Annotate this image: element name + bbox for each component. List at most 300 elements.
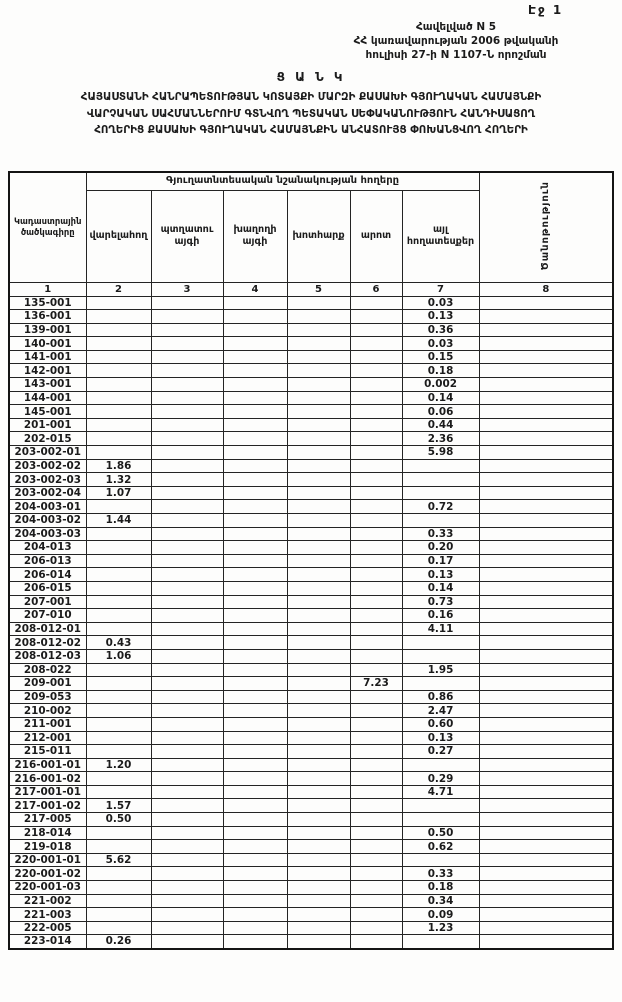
value-cell <box>402 514 479 528</box>
value-cell <box>479 717 613 731</box>
table-row <box>9 500 613 514</box>
value-cell <box>479 908 613 922</box>
value-cell <box>151 609 223 623</box>
value-cell <box>479 894 613 908</box>
value-cell <box>86 840 151 854</box>
table-row <box>9 785 613 799</box>
value-cell <box>287 745 350 759</box>
column-number: 3 <box>151 282 223 296</box>
value-cell <box>86 541 151 555</box>
value-cell <box>86 446 151 460</box>
value-cell <box>479 785 613 799</box>
value-cell <box>151 704 223 718</box>
column-number: 4 <box>223 282 287 296</box>
value-cell <box>287 405 350 419</box>
value-cell <box>223 704 287 718</box>
value-cell <box>287 323 350 337</box>
value-cell <box>350 758 402 772</box>
table-row <box>9 826 613 840</box>
subtitle-line-3: ՀՈՂԵՐԻՑ ՔԱՍԱԽԻ ԳՅՈՒՂԱԿԱՆ ՀԱՄԱՅՆՔԻՆ ԱՆՀԱՏՈՒՅՑ ՓՈԽԱՆՑՎՈՂ ՀՈՂԵՐԻ <box>94 124 528 136</box>
table-row <box>9 704 613 718</box>
value-cell: 0.17 <box>402 554 479 568</box>
value-cell <box>350 554 402 568</box>
value-cell <box>287 677 350 691</box>
table-row <box>9 745 613 759</box>
code-cell: 136-001 <box>9 310 86 324</box>
appendix-line-1: Հավելված N 5 <box>415 21 497 33</box>
code-cell: 209-001 <box>9 677 86 691</box>
value-cell: 1.32 <box>86 473 151 487</box>
value-cell <box>350 296 402 310</box>
value-cell <box>86 323 151 337</box>
value-cell <box>287 867 350 881</box>
table-row <box>9 405 613 419</box>
table-row <box>9 636 613 650</box>
value-cell <box>223 541 287 555</box>
code-cell: 223-014 <box>9 935 86 949</box>
code-cell: 217-001-01 <box>9 785 86 799</box>
value-cell: 0.18 <box>402 881 479 895</box>
land-parcels-table <box>8 171 614 950</box>
value-cell <box>479 826 613 840</box>
value-cell: 1.86 <box>86 459 151 473</box>
value-cell <box>151 867 223 881</box>
table-row <box>9 418 613 432</box>
value-cell <box>151 581 223 595</box>
value-cell <box>223 418 287 432</box>
value-cell <box>479 418 613 432</box>
code-cell: 207-010 <box>9 609 86 623</box>
value-cell <box>479 500 613 514</box>
value-cell <box>223 500 287 514</box>
value-cell: 1.44 <box>86 514 151 528</box>
value-cell <box>350 908 402 922</box>
table-row <box>9 609 613 623</box>
code-cell: 216-001-02 <box>9 772 86 786</box>
value-cell <box>479 432 613 446</box>
value-cell <box>350 622 402 636</box>
value-cell <box>287 717 350 731</box>
table-row <box>9 337 613 351</box>
value-cell: 7.23 <box>350 677 402 691</box>
value-cell <box>223 636 287 650</box>
value-cell <box>350 378 402 392</box>
value-cell: 0.33 <box>402 527 479 541</box>
value-cell <box>402 649 479 663</box>
value-cell <box>223 663 287 677</box>
value-cell <box>287 446 350 460</box>
value-cell: 0.03 <box>402 337 479 351</box>
header-row-group <box>9 172 613 190</box>
value-cell <box>350 473 402 487</box>
value-cell <box>151 840 223 854</box>
value-cell <box>86 391 151 405</box>
value-cell <box>223 378 287 392</box>
value-cell: 5.62 <box>86 853 151 867</box>
value-cell <box>287 894 350 908</box>
code-cell: 220-001-02 <box>9 867 86 881</box>
value-cell <box>223 581 287 595</box>
code-cell: 208-022 <box>9 663 86 677</box>
value-cell <box>479 622 613 636</box>
value-cell <box>223 337 287 351</box>
value-cell <box>479 636 613 650</box>
table-row <box>9 473 613 487</box>
code-cell: 212-001 <box>9 731 86 745</box>
table-row <box>9 649 613 663</box>
value-cell: 0.18 <box>402 364 479 378</box>
value-cell <box>151 310 223 324</box>
value-cell <box>223 690 287 704</box>
table-row <box>9 554 613 568</box>
table-row <box>9 867 613 881</box>
doc-subtitle <box>4 89 618 139</box>
value-cell <box>479 690 613 704</box>
code-cell: 218-014 <box>9 826 86 840</box>
value-cell <box>350 636 402 650</box>
value-cell: 0.72 <box>402 500 479 514</box>
column-number: 6 <box>350 282 402 296</box>
value-cell <box>151 921 223 935</box>
value-cell <box>151 296 223 310</box>
subheader-pasture: արոտ <box>350 190 402 282</box>
value-cell <box>287 486 350 500</box>
value-cell <box>86 418 151 432</box>
value-cell <box>350 935 402 949</box>
value-cell <box>151 772 223 786</box>
table-row <box>9 935 613 949</box>
value-cell <box>479 799 613 813</box>
header-row-numbers <box>9 282 613 296</box>
code-cell: 220-001-03 <box>9 881 86 895</box>
value-cell: 0.20 <box>402 541 479 555</box>
table-row <box>9 622 613 636</box>
code-cell: 203-002-04 <box>9 486 86 500</box>
value-cell <box>151 337 223 351</box>
value-cell: 0.29 <box>402 772 479 786</box>
value-cell <box>223 323 287 337</box>
value-cell: 0.06 <box>402 405 479 419</box>
value-cell <box>223 758 287 772</box>
value-cell <box>350 446 402 460</box>
value-cell: 4.71 <box>402 785 479 799</box>
table-body <box>9 296 613 949</box>
value-cell <box>350 785 402 799</box>
column-number: 8 <box>479 282 613 296</box>
value-cell <box>479 935 613 949</box>
value-cell <box>479 541 613 555</box>
value-cell <box>86 364 151 378</box>
code-cell: 204-003-02 <box>9 514 86 528</box>
value-cell <box>151 935 223 949</box>
value-cell <box>151 527 223 541</box>
value-cell: 0.13 <box>402 731 479 745</box>
table-row <box>9 581 613 595</box>
value-cell: 0.13 <box>402 568 479 582</box>
value-cell <box>151 405 223 419</box>
value-cell <box>287 350 350 364</box>
table-row <box>9 459 613 473</box>
table-row <box>9 323 613 337</box>
value-cell <box>479 323 613 337</box>
value-cell <box>350 881 402 895</box>
column-number: 5 <box>287 282 350 296</box>
value-cell <box>350 486 402 500</box>
value-cell <box>223 554 287 568</box>
value-cell <box>223 826 287 840</box>
value-cell <box>287 541 350 555</box>
value-cell <box>287 908 350 922</box>
value-cell <box>287 514 350 528</box>
value-cell <box>223 446 287 460</box>
value-cell <box>479 731 613 745</box>
code-cell: 221-002 <box>9 894 86 908</box>
value-cell <box>151 568 223 582</box>
value-cell <box>350 310 402 324</box>
value-cell <box>86 527 151 541</box>
value-cell <box>151 378 223 392</box>
note-header-vertical-text: Ծանոթություն <box>540 180 552 270</box>
value-cell: 0.34 <box>402 894 479 908</box>
value-cell <box>151 745 223 759</box>
subheader-other-land-types: այլ հողատեսքեր <box>402 190 479 282</box>
code-cell: 215-011 <box>9 745 86 759</box>
subtitle-line-1: ՀԱՅԱՍՏԱՆԻ ՀԱՆՐԱՊԵՏՈՒԹՅԱՆ ԿՈՏԱՅՔԻ ՄԱՐԶԻ ՔԱՍԱԽԻ ԳՅՈՒՂԱԿԱՆ ՀԱՄԱՅՆՔԻ <box>80 91 542 103</box>
subtitle-line-2: ՎԱՐՉԱԿԱՆ ՍԱՀՄԱՆՆԵՐՈՒՄ ԳՏՆՎՈՂ ՊԵՏԱԿԱՆ ՍԵՓԱԿԱՆՈՒԹՅՈՒՆ ՀԱՆԴԻՍԱՑՈՂ <box>86 107 536 120</box>
value-cell <box>479 840 613 854</box>
value-cell <box>479 663 613 677</box>
value-cell <box>151 595 223 609</box>
value-cell <box>287 921 350 935</box>
value-cell: 0.26 <box>86 935 151 949</box>
value-cell <box>479 758 613 772</box>
value-cell <box>223 840 287 854</box>
value-cell: 1.57 <box>86 799 151 813</box>
code-cell: 203-002-02 <box>9 459 86 473</box>
table-row <box>9 350 613 364</box>
value-cell: 0.62 <box>402 840 479 854</box>
column-number: 7 <box>402 282 479 296</box>
code-cell: 217-005 <box>9 813 86 827</box>
value-cell <box>287 785 350 799</box>
value-cell <box>151 813 223 827</box>
value-cell <box>287 772 350 786</box>
value-cell <box>223 350 287 364</box>
value-cell <box>287 609 350 623</box>
value-cell: 0.03 <box>402 296 479 310</box>
code-cell: 204-003-01 <box>9 500 86 514</box>
table-row <box>9 853 613 867</box>
value-cell <box>479 527 613 541</box>
value-cell <box>479 649 613 663</box>
value-cell <box>479 813 613 827</box>
value-cell <box>350 541 402 555</box>
value-cell <box>479 459 613 473</box>
value-cell <box>151 554 223 568</box>
table-row <box>9 772 613 786</box>
value-cell <box>479 364 613 378</box>
value-cell <box>350 459 402 473</box>
value-cell <box>287 853 350 867</box>
value-cell <box>287 310 350 324</box>
value-cell: 0.60 <box>402 717 479 731</box>
value-cell <box>223 853 287 867</box>
code-cell: 221-003 <box>9 908 86 922</box>
value-cell <box>287 296 350 310</box>
code-cell: 201-001 <box>9 418 86 432</box>
value-cell <box>86 405 151 419</box>
value-cell <box>479 853 613 867</box>
value-cell <box>223 908 287 922</box>
value-cell <box>350 581 402 595</box>
table-row <box>9 663 613 677</box>
table-row <box>9 758 613 772</box>
code-cell: 222-005 <box>9 921 86 935</box>
value-cell: 0.44 <box>402 418 479 432</box>
value-cell: 2.36 <box>402 432 479 446</box>
value-cell: 0.16 <box>402 609 479 623</box>
note-column-header <box>479 172 613 282</box>
value-cell <box>402 853 479 867</box>
value-cell <box>151 622 223 636</box>
value-cell <box>86 296 151 310</box>
value-cell <box>287 378 350 392</box>
table-row <box>9 717 613 731</box>
appendix-line-3: հուլիսի 27-ի N 1107-Ն որոշման <box>365 49 547 61</box>
value-cell <box>287 799 350 813</box>
value-cell <box>151 649 223 663</box>
value-cell <box>287 758 350 772</box>
value-cell <box>86 908 151 922</box>
value-cell: 0.86 <box>402 690 479 704</box>
value-cell <box>223 717 287 731</box>
value-cell <box>151 758 223 772</box>
value-cell <box>402 813 479 827</box>
value-cell <box>86 704 151 718</box>
value-cell: 0.15 <box>402 350 479 364</box>
value-cell <box>350 500 402 514</box>
code-cell: 206-015 <box>9 581 86 595</box>
code-cell: 145-001 <box>9 405 86 419</box>
code-cell: 220-001-01 <box>9 853 86 867</box>
value-cell <box>402 935 479 949</box>
value-cell <box>287 418 350 432</box>
value-cell <box>479 881 613 895</box>
value-cell <box>86 554 151 568</box>
value-cell: 0.33 <box>402 867 479 881</box>
subheader-arable-land: վարելահող <box>86 190 151 282</box>
value-cell <box>350 867 402 881</box>
value-cell <box>151 663 223 677</box>
value-cell <box>350 799 402 813</box>
value-cell <box>86 731 151 745</box>
value-cell <box>350 609 402 623</box>
value-cell <box>86 826 151 840</box>
table-row <box>9 446 613 460</box>
column-number: 2 <box>86 282 151 296</box>
value-cell <box>151 731 223 745</box>
value-cell <box>223 609 287 623</box>
table-row <box>9 527 613 541</box>
value-cell <box>86 717 151 731</box>
code-cell: 209-053 <box>9 690 86 704</box>
value-cell <box>86 500 151 514</box>
doc-title: Ց Ա Ն Կ <box>276 70 346 84</box>
value-cell <box>287 432 350 446</box>
value-cell: 2.47 <box>402 704 479 718</box>
value-cell <box>151 486 223 500</box>
value-cell <box>151 853 223 867</box>
appendix-block <box>318 20 594 62</box>
table-row <box>9 541 613 555</box>
value-cell <box>479 677 613 691</box>
value-cell <box>151 677 223 691</box>
value-cell <box>223 595 287 609</box>
value-cell <box>151 391 223 405</box>
value-cell <box>479 350 613 364</box>
value-cell <box>479 391 613 405</box>
value-cell <box>151 785 223 799</box>
value-cell <box>223 867 287 881</box>
value-cell <box>287 473 350 487</box>
table-row <box>9 432 613 446</box>
value-cell: 0.36 <box>402 323 479 337</box>
table-row <box>9 514 613 528</box>
value-cell <box>350 391 402 405</box>
code-cell: 203-002-01 <box>9 446 86 460</box>
code-cell: 211-001 <box>9 717 86 731</box>
value-cell <box>223 649 287 663</box>
value-cell <box>350 704 402 718</box>
table-row <box>9 296 613 310</box>
value-cell <box>350 717 402 731</box>
code-cell: 217-001-02 <box>9 799 86 813</box>
value-cell: 1.20 <box>86 758 151 772</box>
value-cell <box>86 745 151 759</box>
value-cell <box>151 881 223 895</box>
table-row <box>9 731 613 745</box>
value-cell <box>86 867 151 881</box>
cadastral-code-header: Կադաստրային ծածկագիրը <box>9 172 86 282</box>
value-cell <box>479 772 613 786</box>
value-cell <box>223 459 287 473</box>
value-cell <box>151 514 223 528</box>
value-cell <box>479 554 613 568</box>
value-cell: 0.14 <box>402 391 479 405</box>
value-cell <box>223 405 287 419</box>
value-cell <box>151 323 223 337</box>
value-cell <box>402 636 479 650</box>
value-cell <box>86 663 151 677</box>
value-cell <box>86 677 151 691</box>
value-cell <box>86 581 151 595</box>
value-cell <box>350 527 402 541</box>
value-cell <box>223 514 287 528</box>
value-cell <box>151 446 223 460</box>
code-cell: 142-001 <box>9 364 86 378</box>
code-cell: 208-012-01 <box>9 622 86 636</box>
value-cell <box>402 758 479 772</box>
value-cell <box>350 595 402 609</box>
table-row <box>9 391 613 405</box>
table-row <box>9 595 613 609</box>
value-cell <box>287 840 350 854</box>
value-cell <box>402 677 479 691</box>
value-cell <box>287 500 350 514</box>
value-cell <box>223 677 287 691</box>
value-cell <box>86 378 151 392</box>
subheader-fruit-orchard: պտղատու այգի <box>151 190 223 282</box>
